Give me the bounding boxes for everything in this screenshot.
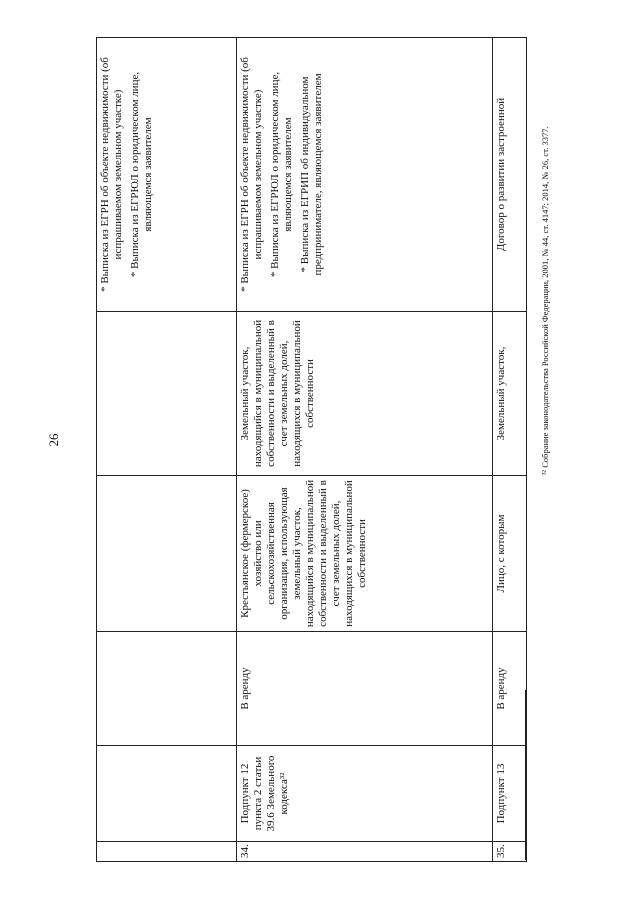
document-item: * Выписка из ЕГРИП об индивидуальном предпринимателе, являющемся заявителем — [299, 73, 324, 276]
document-item: * Выписка из ЕГРН об объекте недвижимости (об испрашиваемом земельном участке) — [239, 57, 264, 292]
row-number: 35. — [493, 842, 527, 862]
applicant-cell — [97, 476, 237, 632]
row-number — [97, 842, 237, 862]
land-plot-cell: Земельный участок, находящийся в муниципальной собственности и выделенный в счет земельных долей, находящихся в муниципальной собственности — [237, 312, 493, 476]
legal-basis-cell: Подпункт 12 пункта 2 статьи 39.6 Земельного кодекса³² — [237, 746, 493, 842]
document-item: Договор о развитии застроенной — [495, 97, 507, 252]
document-item: * Выписка из ЕГРЮЛ о юридическом лице, являющемся заявителем — [269, 71, 294, 278]
land-plot-cell: Земельный участок, — [493, 312, 527, 476]
right-type-cell: В аренду — [493, 632, 527, 746]
document-item: * Выписка из ЕГРН об объекте недвижимости (об испрашиваемом земельном участке) — [99, 57, 124, 292]
legal-basis-cell — [97, 746, 237, 842]
documents-cell — [237, 38, 493, 312]
footnote-divider — [525, 690, 526, 860]
table-row — [97, 38, 237, 862]
document-item: * Выписка из ЕГРЮЛ о юридическом лице, являющемся заявителем — [129, 71, 154, 278]
land-plot-cell — [97, 312, 237, 476]
documents-cell — [97, 38, 237, 312]
right-type-cell — [97, 632, 237, 746]
table-row — [237, 38, 493, 862]
table-row — [493, 38, 527, 862]
page-number: 26 — [46, 433, 61, 447]
row-number: 34. — [237, 842, 493, 862]
applicant-cell: Крестьянское (фермерское) хозяйство или сельскохозяйственная организация, использующая земельный участок, находящийся в муниципальной собственности и выделенный в счет земельных долей, находящихся в муниципальной собственности — [237, 476, 493, 632]
right-type-cell: В аренду — [237, 632, 493, 746]
documents-table — [96, 38, 526, 862]
footnote: ³² Собрание законодательства Российской Федерации, 2001, № 44, ст. 4147; 2014, № 26, ст. 3377. — [540, 126, 550, 475]
legal-basis-cell: Подпункт 13 — [493, 746, 527, 842]
documents-cell — [493, 38, 527, 312]
applicant-cell: Лицо, с которым — [493, 476, 527, 632]
